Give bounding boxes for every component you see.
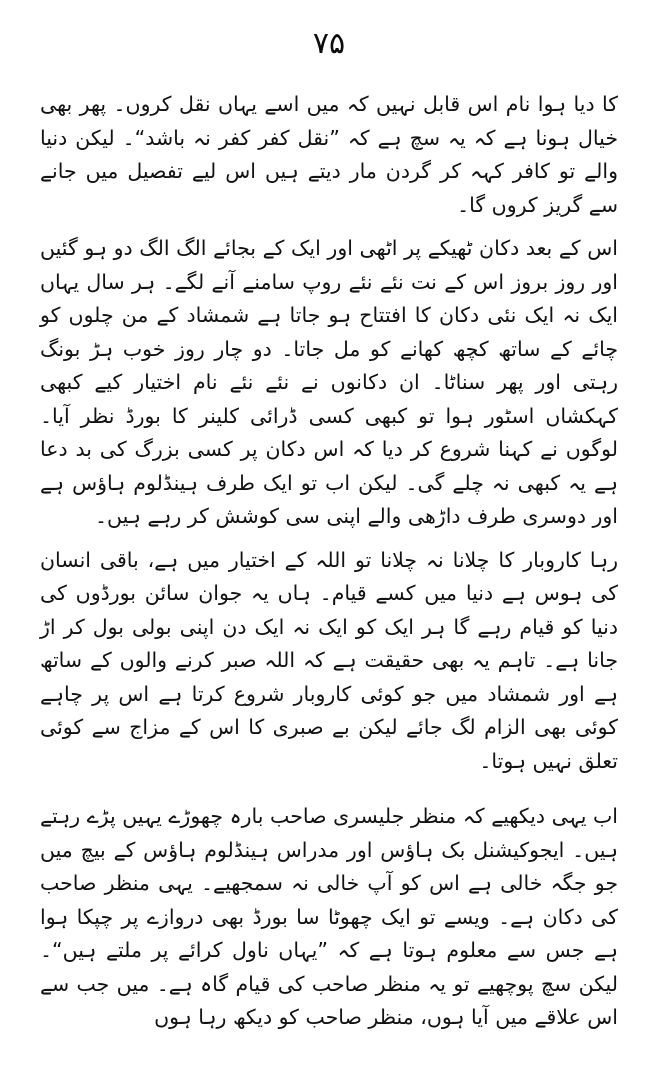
paragraph-2: اس کے بعد دکان ٹھیکے پر اٹھی اور ایک کے بجائے الگ الگ دو ہو گئیں اور روز بروز اس کے نت نئے نئے روپ سامنے آنے لگے۔ ہر سال یہاں ایک نہ ایک نئی دکان کا افتتاح ہو جاتا ہے شمشاد کے من چلوں کو چائے کے ساتھ کچھ کھانے کو مل جاتا۔ دو چار روز خوب ہڑ بونگ رہتی اور پھر سناٹا۔ ان دکانوں نے نئے نئے نام اختیار کیے کبھی کہکشاں اسٹور ہوا تو کبھی کسی ڈرائی کلینر کا بورڈ نظر آیا۔ لوگوں نے کہنا شروع کر دیا کہ اس دکان پر کسی بزرگ کی بد دعا ہے یہ کبھی نہ چلے گی۔ لیکن اب تو ایک طرف ہینڈلوم ہاؤس ہے اور دوسری طرف داڑھی والے اپنی سی کوشش کر رہے ہیں۔: [40, 236, 618, 528]
page-number: ۷۵: [312, 26, 346, 61]
paragraph-1: کا دیا ہوا نام اس قابل نہیں کہ میں اسے یہاں نقل کروں۔ پھر بھی خیال ہونا ہے کہ یہ سچ ہے کہ ”نقل کفر کفر نہ باشد“۔ لیکن دنیا والے تو کافر کہہ کر گردن مار دیتے ہیں اس لیے تفصیل میں جانے سے گریز کروں گا۔: [40, 92, 618, 217]
paragraph-3: رہا کاروبار کا چلانا نہ چلانا تو اللہ کے اختیار میں ہے، باقی انسان کی ہوس ہے دنیا میں کسے قیام۔ ہاں یہ جوان سائن بورڈوں کی دنیا کو قیام رہے گا ہر ایک کو ایک نہ ایک دن اپنی بولی بول کر اڑ جانا ہے۔ تاہم یہ بھی حقیقت ہے کہ اللہ صبر کرنے والوں کے ساتھ ہے اور شمشاد میں جو کوئی کاروبار شروع کرتا ہے اس پر چاہے کوئی بھی الزام لگ جائے لیکن بے صبری کا اس کے مزاج سے کوئی تعلق نہیں ہوتا۔: [40, 547, 618, 773]
paragraph-4: اب یہی دیکھیے کہ منظر جلیسری صاحب بارہ چھوڑے یہیں پڑے رہتے ہیں۔ ایجوکیشنل بک ہاؤس اور مدراس ہینڈلوم ہاؤس کے بیچ میں جو جگہ خالی ہے اس کو آپ خالی نہ سمجھیے۔ یہی منظر صاحب کی دکان ہے۔ ویسے تو ایک چھوٹا سا بورڈ بھی دروازے پر چپکا ہوا ہے جس سے معلوم ہوتا ہے کہ ”یہاں ناول کرائے پر ملتے ہیں“۔ لیکن سچ پوچھیے تو یہ منظر صاحب کی قیام گاہ ہے۔ میں جب سے اس علاقے میں آیا ہوں، منظر صاحب کو دیکھ رہا ہوں: [40, 804, 618, 1029]
page-body: [40, 88, 618, 1035]
